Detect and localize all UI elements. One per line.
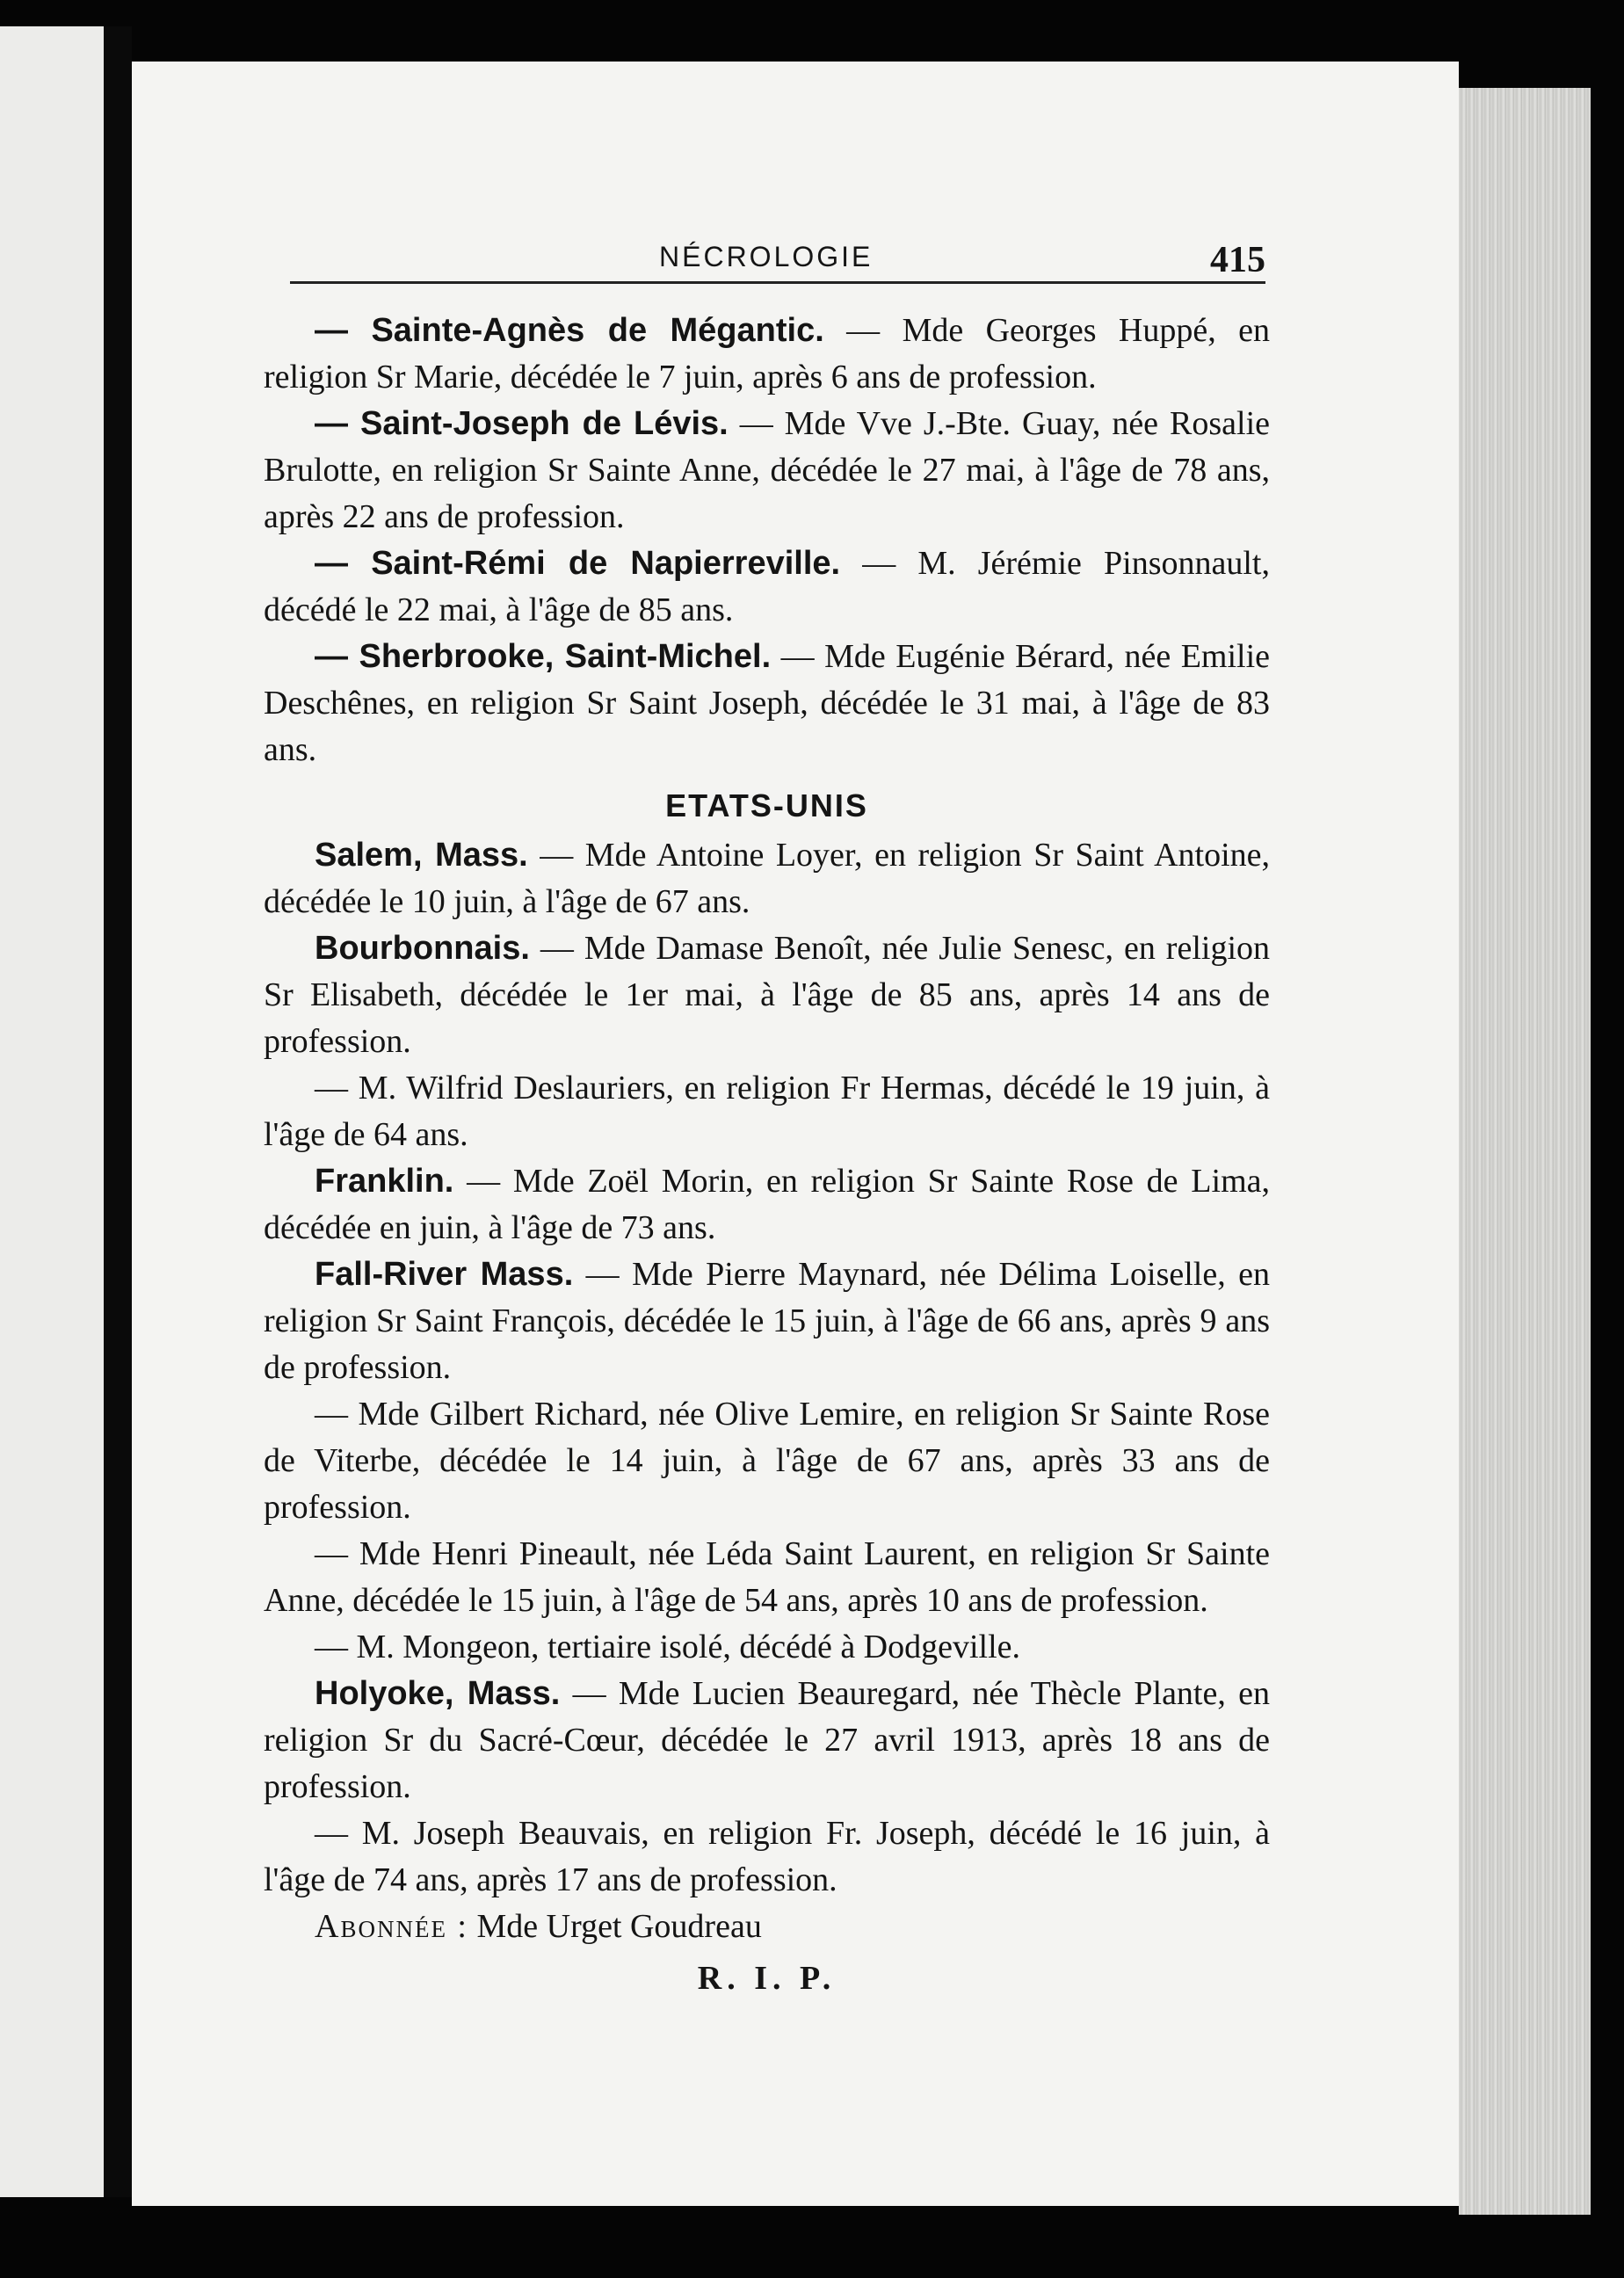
entry-text: — Mde Zoël Morin, en religion Sr Sainte Rose de Lima, décédée en juin, à l'âge de 73 ans.	[264, 1163, 1270, 1246]
page-number: 415	[1210, 240, 1265, 280]
closing-rip: R. I. P.	[697, 1960, 837, 1997]
entry-text: — Mde Antoine Loyer, en religion Sr Saint Antoine, décédée le 10 juin, à l'âge de 67 ans.	[264, 837, 1271, 920]
section-heading: ETATS-UNIS	[665, 787, 868, 823]
entry-text: — Mde Pierre Maynard, née Délima Loiselle, en religion Sr Saint François, décédée le 15 juin, à l'âge de 66 ans, après 9 ans de profession.	[264, 1256, 1270, 1386]
obituary-text	[264, 308, 1270, 2002]
entry-text: — Mde Vve J.-Bte. Guay, née Rosalie Brulotte, en religion Sr Sainte Anne, décédée le 27 mai, à l'âge de 78 ans, après 22 ans de profession.	[264, 405, 1270, 535]
entry-text: — Mde Henri Pineault, née Léda Saint Laurent, en religion Sr Sainte Anne, décédée le 15 juin, à l'âge de 54 ans, après 10 ans de profession.	[264, 1535, 1270, 1619]
place-name: Holyoke, Mass.	[315, 1675, 561, 1712]
place-name: — Saint-Rémi de Napierreville.	[315, 545, 841, 582]
entry-text: — Mde Georges Huppé, en religion Sr Marie, décédée le 7 juin, après 6 ans de profession.	[264, 312, 1270, 395]
entry-text: — M. Wilfrid Deslauriers, en religion Fr Hermas, décédé le 19 juin, à l'âge de 64 ans.	[264, 1070, 1270, 1153]
obituary-entry	[264, 832, 1270, 925]
running-header	[290, 236, 1265, 288]
place-name: Bourbonnais.	[315, 930, 530, 967]
place-name: Salem, Mass.	[315, 837, 528, 874]
entry-text: — Mde Damase Benoît, née Julie Senesc, en religion Sr Elisabeth, décédée le 1er mai, à l'âge de 85 ans, après 14 ans de profession.	[264, 930, 1270, 1060]
entry-text: — M. Mongeon, tertiaire isolé, décédé à Dodgeville.	[315, 1629, 1021, 1665]
place-name: Franklin.	[315, 1163, 454, 1200]
obituary-entry	[264, 1065, 1270, 1158]
obituary-entry	[264, 1391, 1270, 1531]
obituary-entry	[264, 1624, 1270, 1671]
place-name: — Sainte-Agnès de Mégantic.	[315, 312, 824, 349]
obituary-entry	[264, 1158, 1270, 1251]
entry-text: — M. Joseph Beauvais, en religion Fr. Joseph, décédé le 16 juin, à l'âge de 74 ans, après 17 ans de profession.	[264, 1815, 1270, 1898]
entry-text: — M. Jérémie Pinsonnault, décédé le 22 mai, à l'âge de 85 ans.	[264, 545, 1270, 628]
obituary-entry	[264, 1671, 1270, 1810]
obituary-entry	[264, 1531, 1270, 1624]
abonnee-name: Mde Urget Goudreau	[468, 1908, 762, 1945]
obituary-entry	[264, 401, 1270, 540]
obituary-entry	[264, 308, 1270, 401]
header-rule	[290, 281, 1265, 284]
obituary-entry	[264, 540, 1270, 634]
book-gutter	[104, 26, 132, 2197]
entry-text: — Mde Eugénie Bérard, née Emilie Deschênes, en religion Sr Saint Joseph, décédée le 31 mai, à l'âge de 83 ans.	[264, 638, 1271, 768]
running-title: NÉCROLOGIE	[659, 241, 874, 272]
facing-page-edge	[0, 26, 104, 2197]
entry-text: — Mde Gilbert Richard, née Olive Lemire, en religion Sr Sainte Rose de Viterbe, décédée le 14 juin, à l'âge de 67 ans, après 33 ans de profession.	[264, 1396, 1270, 1526]
place-name: — Sherbrooke, Saint-Michel.	[315, 638, 772, 675]
place-name: Fall-River Mass.	[315, 1256, 574, 1293]
abonnee-label: Abonnée :	[315, 1908, 468, 1945]
obituary-entry	[264, 1810, 1270, 1904]
abonnee-line	[264, 1904, 1270, 1950]
obituary-entry	[264, 1251, 1270, 1391]
place-name: — Saint-Joseph de Lévis.	[315, 405, 729, 442]
page-stack-edges	[1459, 88, 1591, 2215]
obituary-entry	[264, 634, 1270, 773]
obituary-entry	[264, 925, 1270, 1065]
entry-text: — Mde Lucien Beauregard, née Thècle Plante, en religion Sr du Sacré-Cœur, décédée le 27 avril 1913, après 18 ans de profession.	[264, 1675, 1270, 1805]
